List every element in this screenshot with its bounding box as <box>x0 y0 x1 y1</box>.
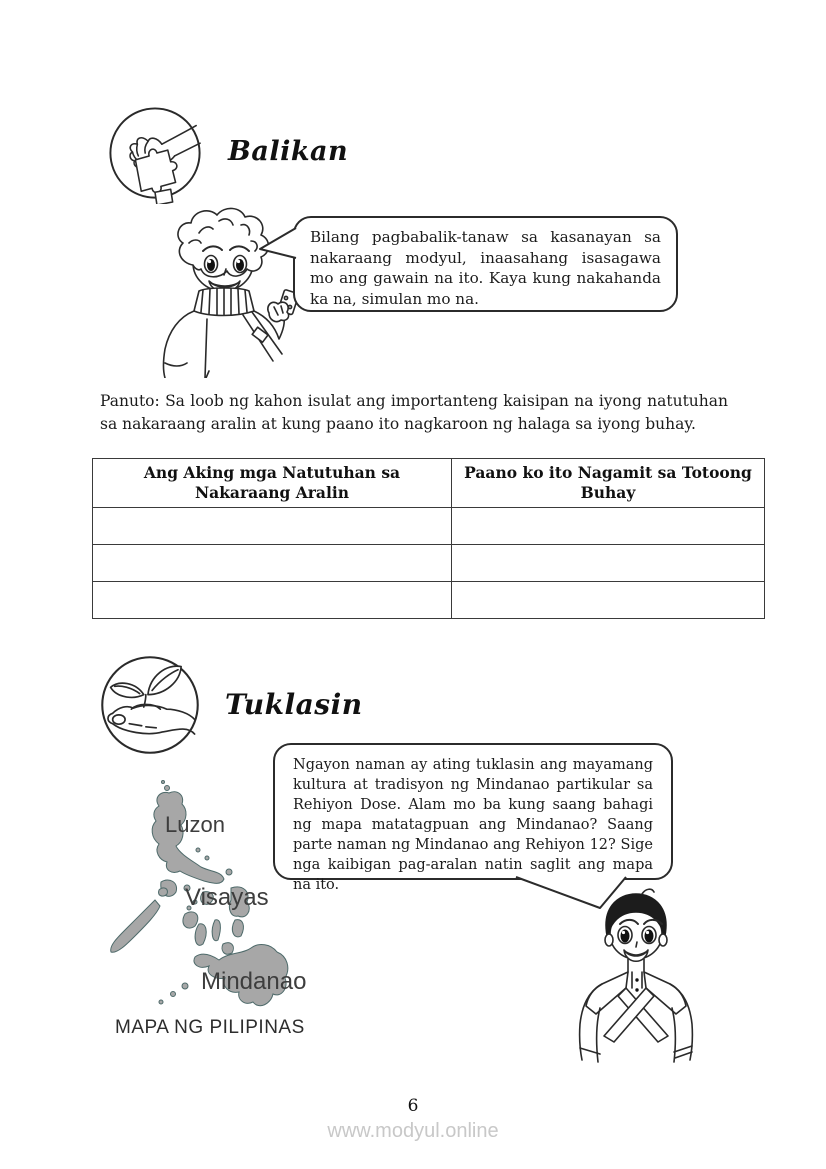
map-caption: MAPA NG PILIPINAS <box>115 1017 305 1038</box>
table-header-nagamit: Paano ko ito Nagamit sa Totoong Buhay <box>452 459 765 508</box>
table-row <box>93 582 765 619</box>
hand-seedling-icon <box>98 650 202 760</box>
table-header-row <box>93 459 765 508</box>
activity-instructions: Panuto: Sa loob ng kahon isulat ang importanteng kaisipan na iyong natutuhan sa nakaraang aralin at kung paano ito nagkaroon ng halaga sa iyong buhay. <box>100 392 728 433</box>
table-header-natutuhan: Ang Aking mga Natutuhan sa Nakaraang Aralin <box>93 459 452 508</box>
hand-puzzle-piece-icon <box>106 104 204 204</box>
balikan-speech-text: Bilang pagbabalik-tanaw sa kasanayan sa nakaraang modyul, inaasahang isasagawa mo ang gawain na ito. Kaya kung nakahanda ka na, simulan mo na. <box>310 228 661 308</box>
answer-cell[interactable] <box>93 508 452 545</box>
tuklasin-section-title: Tuklasin <box>225 688 363 721</box>
tuklasin-speech-bubble <box>273 743 673 893</box>
watermark-url: www.modyul.online <box>327 1120 499 1142</box>
answer-cell[interactable] <box>452 582 765 619</box>
review-table <box>92 458 765 619</box>
balikan-speech-bubble <box>293 216 678 312</box>
answer-cell[interactable] <box>93 545 452 582</box>
answer-cell[interactable] <box>452 545 765 582</box>
map-label-visayas: Visayas <box>185 884 269 911</box>
page-number: 6 <box>407 1096 419 1116</box>
answer-cell[interactable] <box>452 508 765 545</box>
map-label-luzon: Luzon <box>165 812 225 837</box>
balikan-section-title: Balikan <box>228 136 349 167</box>
tuklasin-speech-text: Ngayon naman ay ating tuklasin ang mayamang kultura at tradisyon ng Mindanao partikular sa Rehiyon Dose. Alam mo ba kung saang bahagi ng mapa matatagpuan ang Mindanao? Saang parte naman ng Mindanao ang Rehiyon 12? Sige nga kaibigan pag-aralan natin saglit ang mapa na ito. <box>293 757 653 893</box>
tuklasin-speech-bubble-tail <box>512 876 632 912</box>
balikan-speech-bubble-tail <box>254 222 300 268</box>
table-row <box>93 545 765 582</box>
map-label-mindanao: Mindanao <box>201 968 307 995</box>
table-row <box>93 508 765 545</box>
answer-cell[interactable] <box>93 582 452 619</box>
